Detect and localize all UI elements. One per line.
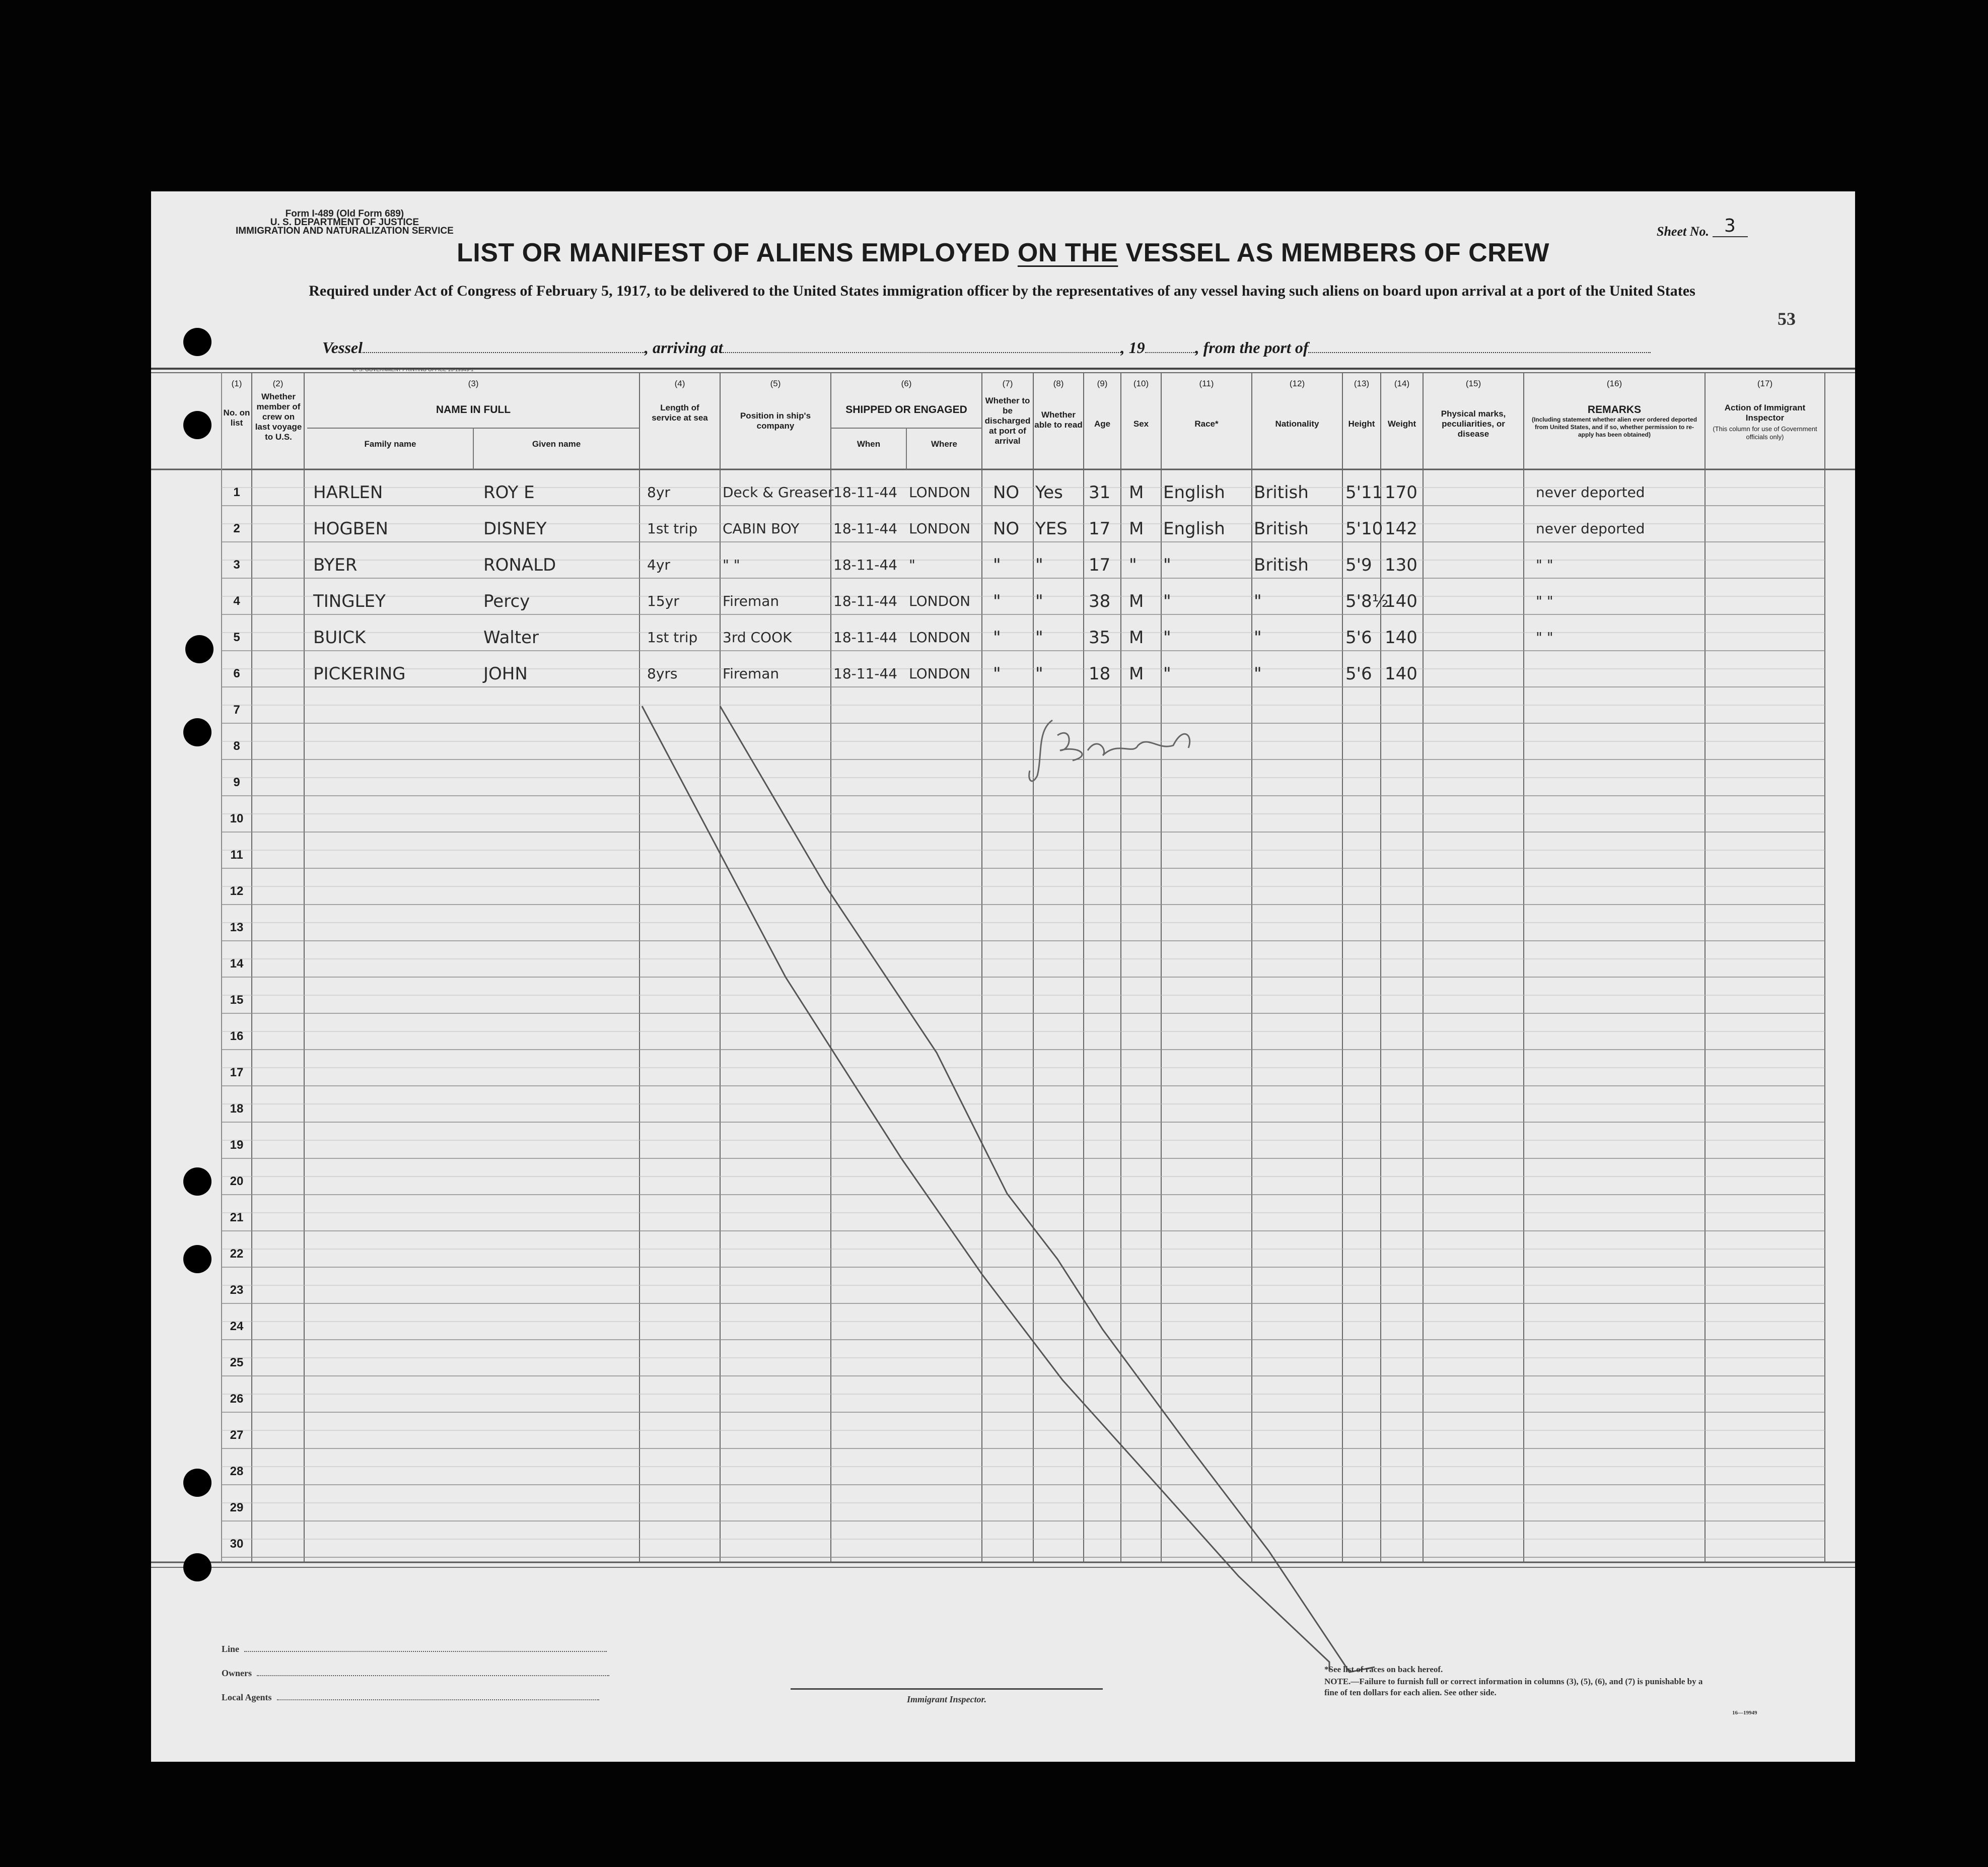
race-cell: " [1163,591,1171,611]
header-remarks: REMARKS [1587,404,1642,416]
row-number: 15 [230,993,244,1007]
shipped-where-cell: LONDON [909,484,971,501]
shipped-where-cell: " [909,557,915,573]
discharged-cell: NO [993,519,1020,539]
able-to-read-cell: " [1035,628,1043,648]
row-number: 14 [230,957,244,971]
weight-cell: 140 [1385,664,1417,684]
race-cell: " [1163,555,1171,575]
form-code: 16—19949 [1732,1710,1757,1716]
nationality-cell: " [1254,628,1262,648]
race-cell: English [1163,519,1225,539]
position-cell: Fireman [723,665,779,682]
age-cell: 35 [1089,628,1111,648]
discharged-cell: " [993,555,1001,575]
height-cell: 5'11 [1345,482,1383,503]
sex-cell: " [1129,555,1137,575]
manifest-sheet [151,191,1855,1762]
header-age: Age [1094,419,1111,429]
service-name: IMMIGRATION AND NATURALIZATION SERVICE [236,226,454,236]
column-number: (5) [770,379,781,388]
inspector-signature-line [791,1688,1103,1690]
row-number: 5 [233,631,240,644]
age-cell: 31 [1089,482,1111,503]
column-number: (10) [1133,379,1149,388]
header-given-name: Given name [532,439,581,449]
weight-cell: 140 [1385,591,1417,611]
service-cell: 4yr [647,557,670,573]
position-cell: Deck & Greaser [723,484,834,501]
weight-cell: 130 [1385,555,1417,575]
header-discharged: Whether to be discharged at port of arrival [984,396,1031,446]
local-agents-field: Local Agents [222,1692,599,1703]
row-number: 22 [230,1247,244,1261]
column-number: (11) [1199,379,1214,388]
header-shipped-or-engaged: SHIPPED OR ENGAGED [845,404,967,416]
family-name-cell: HOGBEN [313,519,388,539]
age-cell: 38 [1089,591,1111,611]
shipped-when-cell: 18-11-44 [833,593,898,609]
shipped-when-cell: 18-11-44 [833,629,898,646]
column-number: (8) [1053,379,1064,388]
page-subtitle: Required under Act of Congress of February 5, 1917, to be delivered to the United States immigration officer by the representatives of any vessel having such aliens on board upon arrival at a port of the United States [309,283,1695,299]
penalty-note: NOTE.—Failure to furnish full or correct information in columns (3), (5), (6), and (7) is punishable by a fine of ten dollars for each alien. See other side. [1324,1677,1703,1697]
row-number: 1 [233,486,240,499]
strike-through-lines [151,191,1855,1762]
row-number: 12 [230,884,244,898]
header-physical-marks: Physical marks, peculiarities, or disease [1441,409,1506,439]
row-number: 26 [230,1392,244,1406]
page-number: 53 [1778,309,1796,329]
weight-cell: 140 [1385,628,1417,648]
row-number: 4 [233,594,240,608]
remarks-cell: " " [1536,557,1553,573]
column-number: (9) [1097,379,1108,388]
row-number: 28 [230,1465,244,1478]
column-number: (6) [901,379,912,388]
given-name-cell: ROY E [483,482,535,503]
able-to-read-cell: Yes [1035,482,1063,503]
given-name-cell: RONALD [483,555,556,575]
sex-cell: M [1129,628,1144,648]
remarks-cell: " " [1536,593,1553,609]
row-number: 18 [230,1102,244,1116]
family-name-cell: BYER [313,555,358,575]
position-cell: " " [723,557,740,573]
position-cell: CABIN BOY [723,520,800,537]
shipped-when-cell: 18-11-44 [833,557,898,573]
service-cell: 1st trip [647,520,698,537]
row-number: 3 [233,558,240,572]
family-name-cell: HARLEN [313,482,383,503]
header-length-of-service: Length of service at sea [652,403,708,423]
able-to-read-cell: " [1035,591,1043,611]
row-number: 10 [230,812,244,825]
owners-field: Owners [222,1668,609,1679]
header-when: When [857,439,881,449]
height-cell: 5'6 [1345,628,1372,648]
race-cell: " [1163,628,1171,648]
discharged-cell: NO [993,482,1020,503]
form-number: Form I-489 (Old Form 689) [285,209,404,219]
discharged-cell: " [993,664,1001,684]
given-name-cell: Percy [483,591,530,611]
row-number: 13 [230,921,244,934]
weight-cell: 170 [1385,482,1417,503]
header-where: Where [931,439,957,449]
inspector-label: Immigrant Inspector. [906,1694,987,1704]
race-cell: " [1163,664,1171,684]
service-cell: 8yrs [647,665,678,682]
age-cell: 18 [1089,664,1111,684]
row-number: 9 [233,776,240,789]
races-note: *See list of races on back hereof. [1324,1665,1443,1674]
row-number: 16 [230,1029,244,1043]
column-number: (15) [1465,379,1481,388]
sex-cell: M [1129,664,1144,684]
row-number: 6 [233,667,240,680]
header-height: Height [1348,419,1375,429]
height-cell: 5'9 [1345,555,1372,575]
row-number: 11 [230,848,243,862]
header-nationality: Nationality [1275,419,1319,429]
row-number: 7 [233,703,240,717]
row-number: 25 [230,1356,244,1369]
header-no-on-list: No. on list [223,408,250,428]
header-race: Race* [1194,419,1219,429]
row-number: 23 [230,1283,244,1297]
remarks-cell: never deported [1536,520,1645,537]
row-number: 30 [230,1537,244,1551]
position-cell: 3rd COOK [723,629,792,646]
family-name-cell: PICKERING [313,664,406,684]
row-number: 2 [233,522,240,535]
inspector-signature [1029,720,1190,781]
header-name-in-full: NAME IN FULL [436,404,511,416]
header-family-name: Family name [364,439,416,449]
sex-cell: M [1129,591,1144,611]
shipped-where-cell: LONDON [909,629,971,646]
remarks-cell: " " [1536,629,1553,646]
shipped-where-cell: LONDON [909,593,971,609]
header-position: Position in ship's company [740,411,811,431]
height-cell: 5'6 [1345,664,1372,684]
age-cell: 17 [1089,519,1111,539]
column-number: (7) [1002,379,1013,388]
column-number: (17) [1757,379,1773,388]
nationality-cell: British [1254,519,1309,539]
header-previous-voyage: Whether member of crew on last voyage to U.S. [255,392,302,442]
given-name-cell: DISNEY [483,519,547,539]
family-name-cell: TINGLEY [313,591,386,611]
service-cell: 8yr [647,484,670,501]
row-number: 19 [230,1138,244,1152]
nationality-cell: " [1254,664,1262,684]
header-remarks-note: (Including statement whether alien ever ordered deported from United States, and if so, whether permission to re-apply has been obtained) [1531,416,1697,438]
printing-office-line: U. S. GOVERNMENT PRINTING OFFICE 16-19949-1 [352,367,474,373]
header-weight: Weight [1387,419,1416,429]
able-to-read-cell: YES [1035,519,1068,539]
weight-cell: 142 [1385,519,1417,539]
column-number: (3) [468,379,479,388]
age-cell: 17 [1089,555,1111,575]
sheet-number-value: 3 [1713,216,1748,237]
shipped-where-cell: LONDON [909,520,971,537]
header-inspector-action: Action of Immigrant Inspector [1724,403,1806,423]
column-number: (4) [674,379,685,388]
row-number: 24 [230,1320,244,1333]
shipped-when-cell: 18-11-44 [833,520,898,537]
header-inspector-note: (This column for use of Government officials only) [1713,425,1817,441]
height-cell: 5'10 [1345,519,1383,539]
header-able-to-read: Whether able to read [1034,410,1083,430]
family-name-cell: BUICK [313,628,366,648]
row-number: 27 [230,1428,244,1442]
column-number: (16) [1606,379,1622,388]
page-title: LIST OR MANIFEST OF ALIENS EMPLOYED ON THE VESSEL AS MEMBERS OF CREW [457,238,1549,267]
row-number: 20 [230,1174,244,1188]
service-cell: 15yr [647,593,679,609]
sex-cell: M [1129,519,1144,539]
header-sex: Sex [1133,419,1149,429]
nationality-cell: British [1254,482,1309,503]
column-number: (1) [231,379,242,388]
row-number: 8 [233,739,240,753]
column-number: (14) [1394,379,1410,388]
sex-cell: M [1129,482,1144,503]
nationality-cell: " [1254,591,1262,611]
department-name: U. S. DEPARTMENT OF JUSTICE [270,217,419,228]
service-cell: 1st trip [647,629,698,646]
given-name-cell: JOHN [483,664,528,684]
column-number: (2) [272,379,283,388]
able-to-read-cell: " [1035,555,1043,575]
shipped-when-cell: 18-11-44 [833,665,898,682]
position-cell: Fireman [723,593,779,609]
row-number: 21 [230,1211,244,1224]
vessel-line: Vessel , arriving at , 19 , from the port of [322,338,1651,357]
shipped-where-cell: LONDON [909,665,971,682]
row-number: 17 [230,1066,244,1079]
height-cell: 5'8½ [1345,591,1389,611]
row-number: 29 [230,1501,244,1514]
given-name-cell: Walter [483,628,539,648]
nationality-cell: British [1254,555,1309,575]
column-number: (12) [1289,379,1305,388]
race-cell: English [1163,482,1225,503]
line-field: Line [222,1644,607,1654]
sheet-number: Sheet No. 3 [1657,220,1748,241]
remarks-cell: never deported [1536,484,1645,501]
discharged-cell: " [993,591,1001,611]
discharged-cell: " [993,628,1001,648]
column-number: (13) [1354,379,1370,388]
able-to-read-cell: " [1035,664,1043,684]
shipped-when-cell: 18-11-44 [833,484,898,501]
